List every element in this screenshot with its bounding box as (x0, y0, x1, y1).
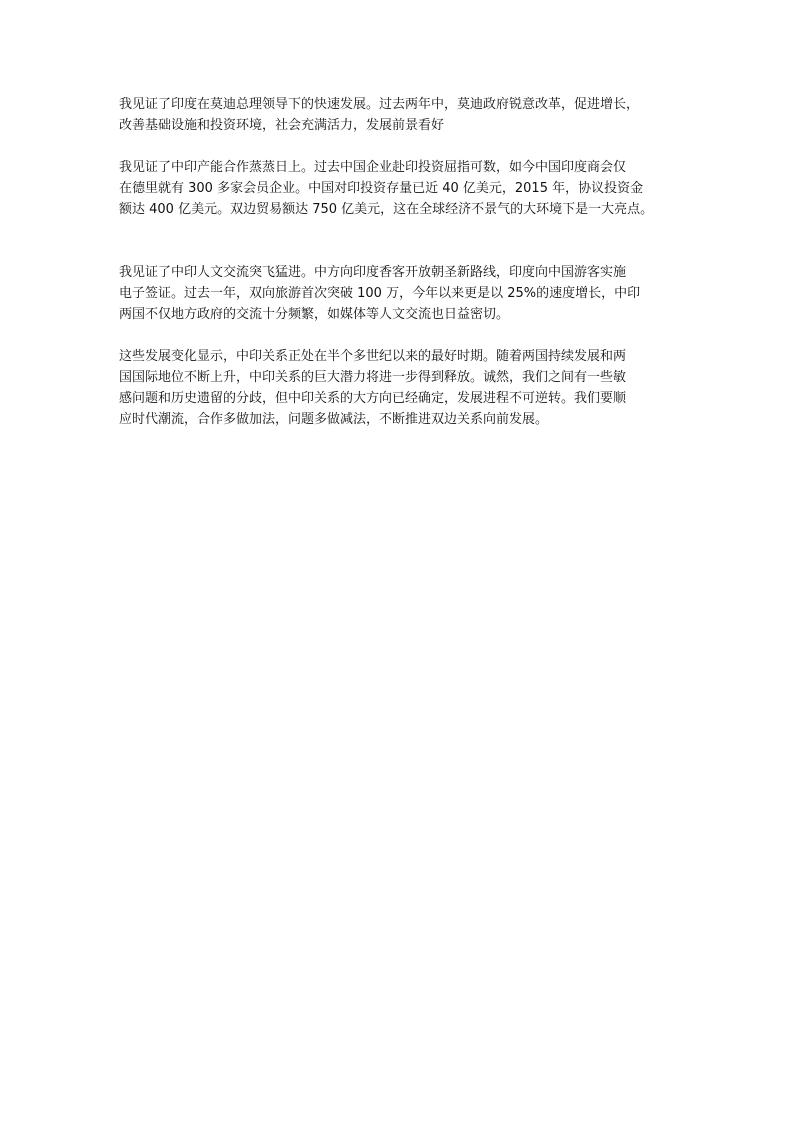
paragraph-line: 两国不仅地方政府的交流十分频繁，如媒体等人文交流也日益密切。 (119, 307, 510, 322)
paragraph-line: 应时代潮流，合作多做加法，问题多做减法，不断推进双边关系向前发展。 (119, 412, 549, 427)
paragraph-line: 改善基础设施和投资环境，社会充满活力，发展前景看好 (119, 118, 445, 133)
paragraph-spacer (119, 136, 689, 157)
paragraph-line: 额达 400 亿美元。双边贸易额达 750 亿美元，这在全球经济不景气的大环境下是一大亮点。 (119, 202, 654, 217)
paragraph-line: 电子签证。过去一年，双向旅游首次突破 100 万，今年以来更是以 25%的速度增长，中印 (119, 286, 641, 301)
paragraph-line: 在德里就有 300 多家会员企业。中国对印投资存量已近 40 亿美元，2015 年，协议投资金 (119, 181, 644, 196)
paragraph-3 (119, 262, 689, 325)
paragraph-1 (119, 94, 689, 136)
paragraph-line: 感问题和历史遗留的分歧，但中印关系的大方向已经确定，发展进程不可逆转。我们要顺 (119, 391, 627, 406)
paragraph-2 (119, 157, 689, 220)
paragraph-4 (119, 346, 689, 430)
paragraph-line: 我见证了中印产能合作蒸蒸日上。过去中国企业赴印投资屈指可数，如今中国印度商会仅 (119, 160, 627, 175)
document-body (119, 94, 689, 430)
paragraph-spacer (119, 325, 689, 346)
paragraph-line: 我见证了印度在莫迪总理领导下的快速发展。过去两年中，莫迪政府锐意改革，促进增长， (119, 97, 640, 112)
paragraph-spacer (119, 220, 689, 262)
paragraph-line: 我见证了中印人文交流突飞猛进。中方向印度香客开放朝圣新路线，印度向中国游客实施 (119, 265, 627, 280)
paragraph-line: 这些发展变化显示，中印关系正处在半个多世纪以来的最好时期。随着两国持续发展和两 (119, 349, 627, 364)
paragraph-line: 国国际地位不断上升，中印关系的巨大潜力将进一步得到释放。诚然，我们之间有一些敏 (119, 370, 627, 385)
